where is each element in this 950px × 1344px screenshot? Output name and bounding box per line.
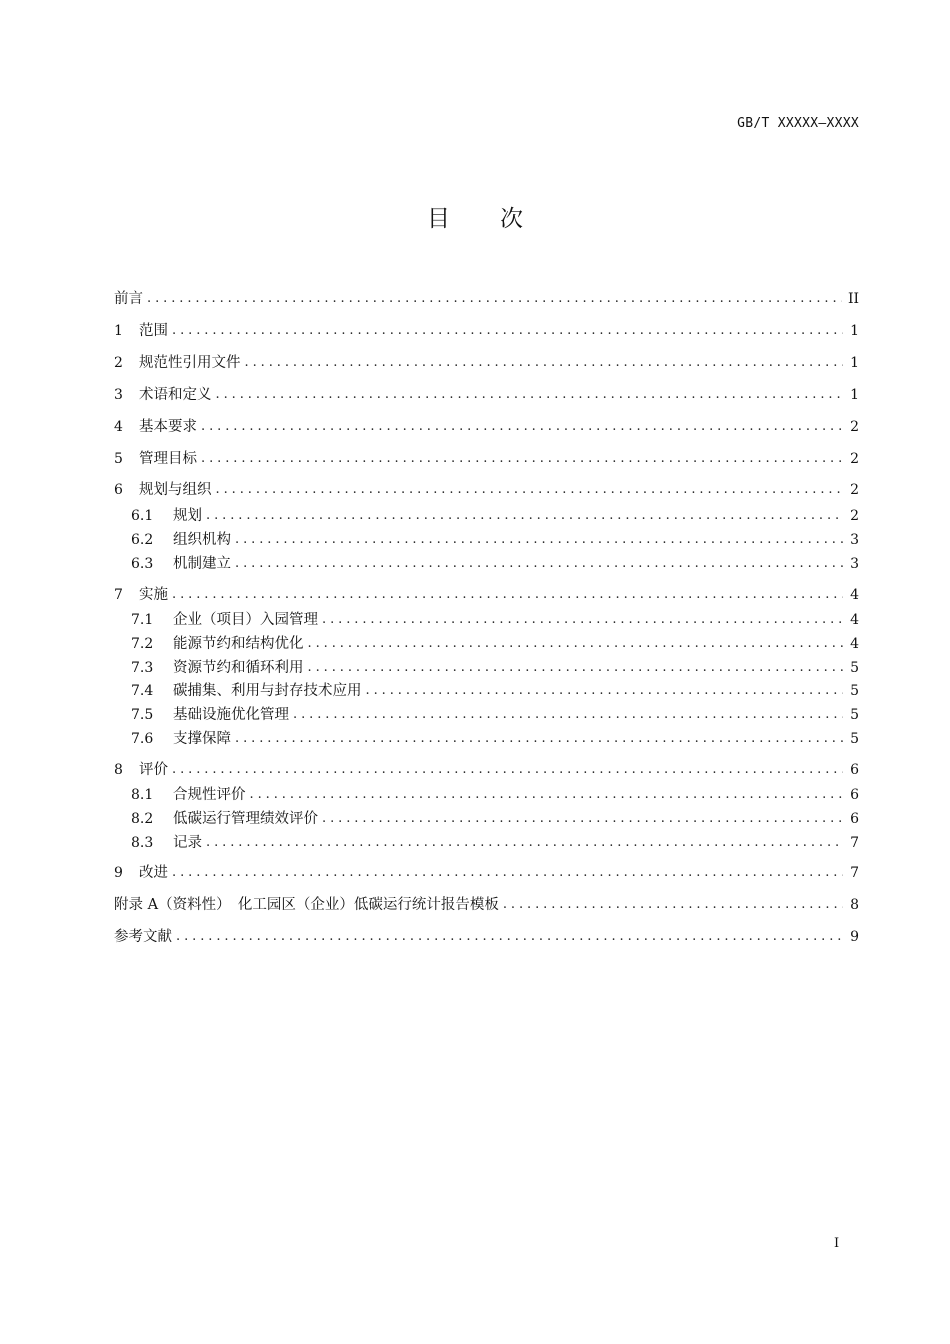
dot-leader <box>201 417 843 437</box>
toc-entry-number: 4 <box>114 419 123 435</box>
toc-entry-page: 5 <box>850 707 859 723</box>
toc-entry-number: 6.3 <box>131 556 154 572</box>
toc-entry-page: 6 <box>850 787 859 803</box>
toc-entry-page: 4 <box>850 636 859 652</box>
toc-entry-number: 2 <box>114 355 123 371</box>
toc-entry-number: 8.1 <box>131 787 154 803</box>
toc-entry-title: 参考文献 <box>114 929 172 945</box>
toc-entry-number: 5 <box>114 451 123 467</box>
toc-entry-page: 6 <box>850 811 859 827</box>
toc-entry-number: 9 <box>114 865 123 881</box>
toc-entry[interactable] <box>114 321 859 341</box>
toc-entry-title: 组织机构 <box>173 532 231 548</box>
toc-entry-number: 7.1 <box>131 612 154 628</box>
toc-entry-title: 评价 <box>139 762 168 778</box>
toc-entry[interactable] <box>131 506 859 526</box>
toc-entry-title: 支撑保障 <box>173 731 231 747</box>
toc-entry[interactable] <box>131 610 859 630</box>
dot-leader <box>235 530 843 550</box>
dot-leader <box>293 705 843 725</box>
toc-entry[interactable] <box>114 480 859 500</box>
toc-entry-title: 合规性评价 <box>173 787 246 803</box>
toc-entry-number: 7.2 <box>131 636 154 652</box>
toc-entry-page: 5 <box>850 683 859 699</box>
toc-entry-title: 规范性引用文件 <box>139 355 241 371</box>
footer-page-number: I <box>834 1236 840 1251</box>
toc-entry[interactable] <box>131 833 859 853</box>
toc-entry-title: 基础设施优化管理 <box>173 707 289 723</box>
toc-entry-page: 9 <box>850 929 859 945</box>
toc-entry-number: 8.3 <box>131 835 154 851</box>
toc-entry-number: 6 <box>114 482 123 498</box>
toc-entry[interactable] <box>131 681 859 701</box>
toc-entry-number: 7.5 <box>131 707 154 723</box>
toc-entry-page: 6 <box>850 762 859 778</box>
toc-entry-page: 3 <box>850 556 859 572</box>
toc-entry-title: 前言 <box>114 291 143 307</box>
toc-entry-number: 7.4 <box>131 683 154 699</box>
toc-entry[interactable] <box>114 927 859 947</box>
dot-leader <box>235 554 843 574</box>
toc-entry-page: 2 <box>850 482 859 498</box>
page-title: 目次 <box>427 206 573 232</box>
dot-leader <box>250 785 844 805</box>
toc-entry-title: 管理目标 <box>139 451 197 467</box>
toc-entry-title: 规划 <box>173 508 202 524</box>
dot-leader <box>308 634 844 654</box>
toc-entry-title: 范围 <box>139 323 168 339</box>
toc-entry[interactable] <box>131 634 859 654</box>
toc-entry-title: 改进 <box>139 865 168 881</box>
toc-entry-page: 7 <box>850 835 859 851</box>
toc-entry[interactable] <box>114 863 859 883</box>
toc-entry[interactable] <box>114 449 859 469</box>
toc-entry-number: 1 <box>114 323 123 339</box>
toc-entry[interactable] <box>114 385 859 405</box>
dot-leader <box>147 289 842 309</box>
toc-entry-title: 基本要求 <box>139 419 197 435</box>
toc-entry[interactable] <box>114 353 859 373</box>
dot-leader <box>216 385 844 405</box>
dot-leader <box>503 895 843 915</box>
dot-leader <box>322 809 843 829</box>
toc-entry-page: 1 <box>850 355 859 371</box>
toc-entry-title: 碳捕集、利用与封存技术应用 <box>173 683 362 699</box>
toc-entry-page: 1 <box>850 323 859 339</box>
toc-entry-page: 2 <box>850 451 859 467</box>
toc-entry-page: 8 <box>850 897 859 913</box>
toc-entry-number: 6.1 <box>131 508 154 524</box>
toc-entry-page: 1 <box>850 387 859 403</box>
toc-entry[interactable] <box>131 785 859 805</box>
toc-entry-number: 7 <box>114 587 123 603</box>
dot-leader <box>172 585 843 605</box>
toc-entry[interactable] <box>131 809 859 829</box>
toc-entry[interactable] <box>131 554 859 574</box>
toc-entry-page: 4 <box>850 612 859 628</box>
toc-entry[interactable] <box>114 895 859 915</box>
toc-entry[interactable] <box>114 585 859 605</box>
dot-leader <box>172 321 843 341</box>
toc-entry-page: 5 <box>850 731 859 747</box>
toc-entry-title: 术语和定义 <box>139 387 212 403</box>
dot-leader <box>366 681 844 701</box>
toc-entry-number: 7.3 <box>131 660 154 676</box>
toc-entry[interactable] <box>131 658 859 678</box>
toc-entry[interactable] <box>114 760 859 780</box>
toc-entry-title: 记录 <box>173 835 202 851</box>
toc-entry-title: 能源节约和结构优化 <box>173 636 304 652</box>
dot-leader <box>235 729 843 749</box>
toc-entry-page: 7 <box>850 865 859 881</box>
dot-leader <box>206 833 843 853</box>
toc-entry-title: 附录 A（资料性） 化工园区（企业）低碳运行统计报告模板 <box>114 897 499 913</box>
toc-entry-page: 5 <box>850 660 859 676</box>
toc-entry[interactable] <box>131 530 859 550</box>
toc-entry[interactable] <box>131 705 859 725</box>
dot-leader <box>206 506 843 526</box>
toc-entry-title: 规划与组织 <box>139 482 212 498</box>
toc-entry-number: 6.2 <box>131 532 154 548</box>
toc-entry-page: 2 <box>850 419 859 435</box>
toc-entry-title: 低碳运行管理绩效评价 <box>173 811 318 827</box>
toc-entry-title: 实施 <box>139 587 168 603</box>
toc-entry-page: 2 <box>850 508 859 524</box>
dot-leader <box>322 610 843 630</box>
dot-leader <box>176 927 843 947</box>
toc-entry[interactable] <box>131 729 859 749</box>
toc-entry-number: 8.2 <box>131 811 154 827</box>
toc-entry-number: 7.6 <box>131 731 154 747</box>
dot-leader <box>172 760 843 780</box>
dot-leader <box>216 480 844 500</box>
toc-entry-page: II <box>847 291 859 307</box>
dot-leader <box>172 863 843 883</box>
toc-entry[interactable] <box>114 289 859 309</box>
toc-entry-number: 3 <box>114 387 123 403</box>
toc-entry-page: 3 <box>850 532 859 548</box>
toc-entry-title: 企业（项目）入园管理 <box>173 612 318 628</box>
toc-entry-title: 资源节约和循环利用 <box>173 660 304 676</box>
toc-entry-page: 4 <box>850 587 859 603</box>
dot-leader <box>245 353 844 373</box>
dot-leader <box>308 658 844 678</box>
toc-entry[interactable] <box>114 417 859 437</box>
standard-code: GB/T XXXXX—XXXX <box>737 116 859 131</box>
dot-leader <box>201 449 843 469</box>
toc-entry-number: 8 <box>114 762 123 778</box>
toc-entry-title: 机制建立 <box>173 556 231 572</box>
